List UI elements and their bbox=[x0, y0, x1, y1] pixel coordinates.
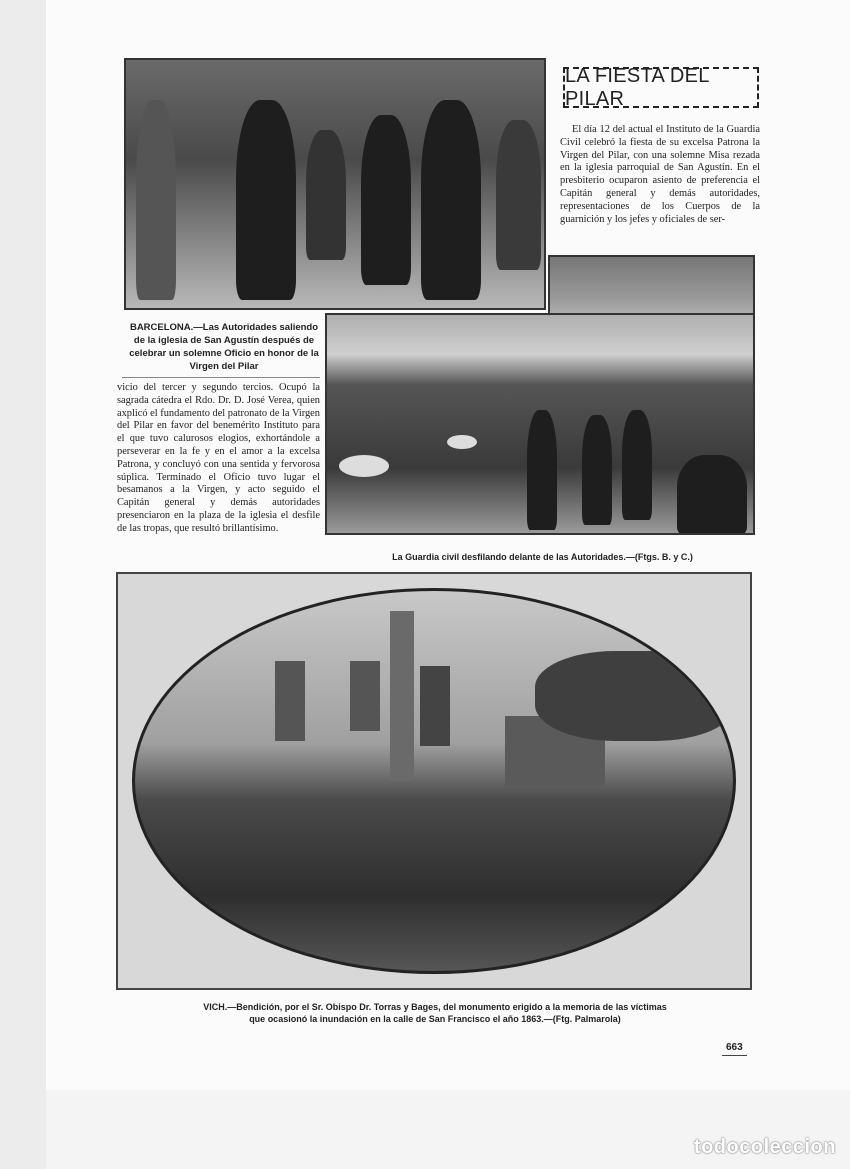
figure bbox=[527, 410, 557, 530]
page-number: 663 bbox=[722, 1042, 747, 1056]
caption-vich bbox=[110, 1001, 760, 1025]
figure bbox=[136, 100, 176, 300]
article-title: LA FIESTA DEL PILAR bbox=[563, 67, 759, 108]
article-paragraph-1 bbox=[560, 124, 760, 226]
caption-vich-line-2: que ocasionó la inundación en la calle de San Francisco el año 1863.—(Ftg. Palmarola) bbox=[249, 1014, 621, 1024]
figure bbox=[496, 120, 541, 270]
caption-barcelona: BARCELONA.—Las Autoridades saliendo de la iglesia de San Agustín después de celebrar un solemne Oficio en honor de la Virgen del Pilar bbox=[129, 322, 319, 372]
photo-guardia-civil-parade bbox=[325, 313, 755, 535]
hat bbox=[339, 455, 389, 477]
banner bbox=[275, 661, 305, 741]
banner bbox=[420, 666, 450, 746]
watermark: todocoleccion bbox=[693, 1136, 836, 1158]
figure bbox=[361, 115, 411, 285]
banner bbox=[350, 661, 380, 731]
figure bbox=[421, 100, 481, 300]
figure bbox=[677, 455, 747, 535]
figure bbox=[236, 100, 296, 300]
caption-vich-line-1: VICH.—Bendición, por el Sr. Obispo Dr. Torras y Bages, del monumento erigido a la memoria de las víctimas bbox=[203, 1002, 667, 1012]
paragraph-text: El día 12 del actual el Instituto de la Guardia Civil celebró la fiesta de su excelsa Patrona la Virgen del Pilar, con una solemne Misa rezada en la iglesia parroquial de San Agustín. En el presbiterio ocuparon asiento de preferencia el Capitán general y demás autoridades, representaciones de los Cuerpos de la guarnición y los jefes y oficiales de ser- bbox=[560, 124, 760, 225]
figure bbox=[622, 410, 652, 520]
trees bbox=[535, 651, 735, 741]
article-paragraph-2 bbox=[117, 382, 320, 536]
figure bbox=[306, 130, 346, 260]
figure bbox=[582, 415, 612, 525]
photo-vich-monument-blessing bbox=[132, 588, 736, 974]
photo-frame-vich bbox=[116, 572, 752, 990]
caption-guardia-civil: La Guardia civil desfilando delante de las Autoridades.—(Ftgs. B. y C.) bbox=[392, 552, 693, 562]
divider bbox=[122, 377, 320, 378]
monument-column bbox=[390, 611, 414, 781]
paragraph-text: vicio del tercer y segundo tercios. Ocupó la sagrada cátedra el Rdo. Dr. D. José Verea, quien axplicó el fundamento del patronato de la Virgen del Pilar en favor del benemérito Instituto para el que tuvo calurosos elogios, exhortándole a perseverar en la fe y en el amor a la excelsa Patrona, y concluyó con una sentida y fervorosa súplica. Terminado el Oficio tuvo lugar el besamanos a la Virgen, y acto seguido el Capitán general y demás autoridades presenciaron en la plaza de la iglesia el desfile de las tropas, que resultó brillantísimo. bbox=[117, 382, 320, 534]
hat bbox=[447, 435, 477, 449]
scan-margin bbox=[0, 0, 46, 1169]
photo-authorities-leaving-church bbox=[124, 58, 546, 310]
